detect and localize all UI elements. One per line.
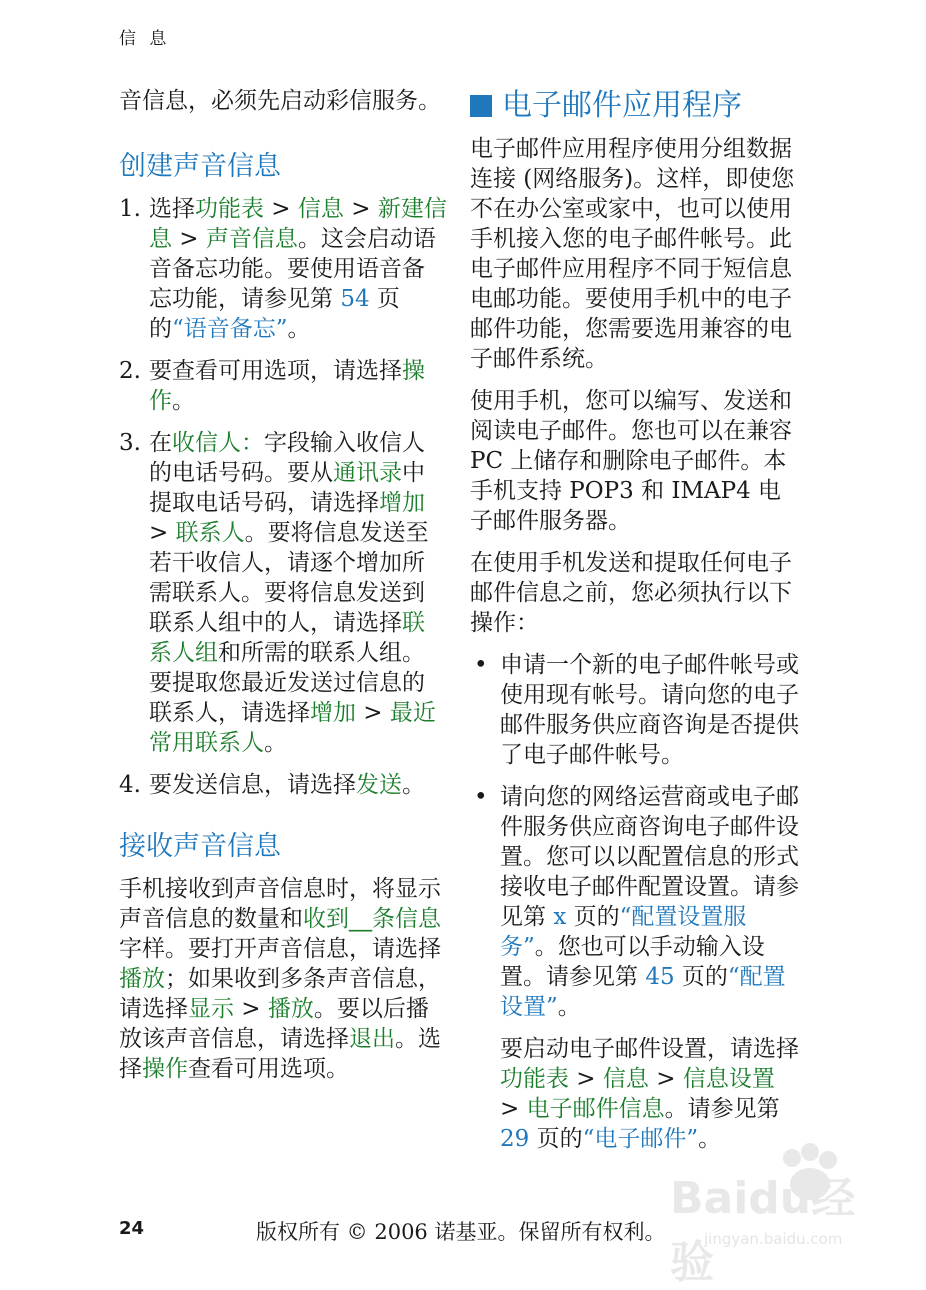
ui-term: 收到__条信息 [303,906,441,932]
ui-term: 信息设置 [682,1066,775,1092]
step-text [149,196,447,342]
create-voice-heading: 创建声音信息 [119,151,281,182]
ui-term: 收信人： [172,430,264,456]
ui-term: 最近常用联系人 [149,700,436,756]
email-setup-paragraph [470,1034,800,1154]
ui-term: 增加 [310,700,356,726]
body-text: > [172,226,206,252]
email-prereq-list [470,650,800,1022]
ui-term: 通讯录 [333,460,402,486]
step-number: 2. [119,358,141,384]
list-item [119,194,447,344]
step-text [149,358,425,414]
body-text: 。要将信息发送至若干收信人，请逐个增加所需联系人。要将信息发送到联系人组中的人，请选择 [149,520,429,636]
ui-term: 新建信息 [149,196,447,252]
list-item [470,782,800,1022]
list-item [470,650,800,770]
body-text: 。您也可以手动输入设置。请参见第 [500,934,765,990]
body-text: 请向您的网络运营商或电子邮件服务供应商咨询电子邮件设置。您可以以配置信息的形式接收电子邮件配置设置。请参见第 [500,784,799,930]
cross-reference: “配置设置” [500,964,786,1020]
step-text [149,430,436,756]
body-text: 。 [172,388,195,414]
body-text: 。选择 [119,1026,441,1082]
body-text: ；如果收到多条声音信息，请选择 [119,966,441,1022]
step-number: 3. [119,430,141,456]
list-item [119,770,447,800]
body-text: > [356,700,390,726]
body-text: 手机接收到声音信息时，将显示声音信息的数量和 [119,876,441,932]
cross-reference: 29 [500,1126,530,1152]
email-paragraph-3: 在使用手机发送和提取任何电子邮件信息之前，您必须执行以下操作： [470,550,792,636]
step-number: 4. [119,772,141,798]
email-paragraph-2: 使用手机，您可以编写、发送和阅读电子邮件。您也可以在兼容 PC 上储存和删除电子邮件。本手机支持 POP3 和 IMAP4 电子邮件服务器。 [470,388,792,534]
baidu-watermark [660,1142,880,1288]
body-text: > [569,1066,603,1092]
ui-term: 功能表 [195,196,264,222]
body-text: > [234,996,268,1022]
body-text: 。请参见第 [664,1096,780,1122]
running-header: 信 息 [119,29,171,49]
body-text: > [149,520,176,546]
ui-term: 播放 [267,996,314,1022]
body-text: 页的 [674,964,728,990]
ui-term: 显示 [188,996,234,1022]
intro-paragraph: 音信息，必须先启动彩信服务。 [119,88,441,114]
body-text: 要启动电子邮件设置，请选择 [500,1036,799,1062]
copyright-notice: 版权所有 © 2006 诺基亚。保留所有权利。 [256,1220,666,1244]
body-text: > [500,1096,527,1122]
body-text: 。 [287,316,311,342]
cross-reference: x [553,904,567,930]
body-text: 。 [698,1126,722,1152]
cross-reference: 54 [340,286,370,312]
body-text: > [264,196,298,222]
body-text: 页的 [149,286,400,342]
create-steps-list [119,194,447,800]
body-text: 申请一个新的电子邮件帐号或使用现有帐号。请向您的电子邮件服务供应商咨询是否提供了电子邮件帐号。 [500,652,799,768]
ui-term: 发送 [356,772,402,798]
body-text: 字样。要打开声音信息，请选择 [119,936,441,962]
ui-term: 退出 [349,1026,395,1052]
ui-term: 联系人 [175,520,245,546]
ui-term: 信息 [602,1066,649,1092]
ui-term: 功能表 [500,1066,569,1092]
body-text: > [343,196,378,222]
body-text: 中提取电话号码，请选择 [149,460,425,516]
cross-reference: 45 [645,964,675,990]
ui-term: 播放 [119,966,165,992]
body-text: 字段输入收信人的电话号码。要从 [149,430,425,486]
body-text: 在 [149,430,172,456]
body-text: 页的 [529,1126,583,1152]
ui-term: 操作 [142,1056,188,1082]
ui-term: 信息 [297,196,344,222]
ui-term: 操作 [149,358,425,414]
receive-voice-heading: 接收声音信息 [119,831,281,862]
page-number: 24 [119,1218,145,1239]
body-text: 。 [264,730,287,756]
body-text: 要查看可用选项，请选择 [149,358,402,384]
email-paragraph-1: 电子邮件应用程序使用分组数据连接 (网络服务)。这样，即使您不在办公室或家中，也可以使用手机接入您的电子邮件帐号。此电子邮件应用程序不同于短信息电邮功能。要使用手机中的电子邮件功能，您需要选用兼容的电子邮件系统。 [470,136,795,372]
body-text: 。 [557,994,581,1020]
body-text: > [648,1066,683,1092]
body-text: 选择 [149,196,195,222]
right-column [470,86,800,1166]
ui-term: 电子邮件信息 [526,1096,665,1122]
email-app-heading-text: 电子邮件应用程序 [502,88,742,123]
step-text [149,772,425,798]
cross-reference: “配置设置服务” [500,904,747,960]
watermark-brand: Baidu经验 [670,1173,856,1288]
cross-reference: “电子邮件” [582,1126,699,1152]
ui-term: 增加 [379,490,425,516]
body-text: 要发送信息，请选择 [149,772,356,798]
left-column [119,86,447,1096]
watermark-url: jingyan.baidu.com [704,1230,843,1248]
list-item [119,428,447,758]
body-text: 页的 [566,904,620,930]
body-text: 。 [402,772,425,798]
email-app-heading [470,86,800,126]
body-text: 查看可用选项。 [188,1056,349,1082]
receive-paragraph [119,874,447,1084]
body-text: 。这会启动语音备忘功能。要使用语音备忘功能，请参见第 [149,226,436,312]
step-number: 1. [119,196,141,222]
cross-reference: “语音备忘” [172,316,288,342]
ui-term: 联系人组 [149,610,425,666]
list-item [119,356,447,416]
square-bullet-icon [470,95,492,117]
ui-term: 声音信息 [205,226,298,252]
body-text: 。要以后播放该声音信息，请选择 [119,996,429,1052]
body-text: 和所需的联系人组。要提取您最近发送过信息的联系人，请选择 [149,640,425,726]
